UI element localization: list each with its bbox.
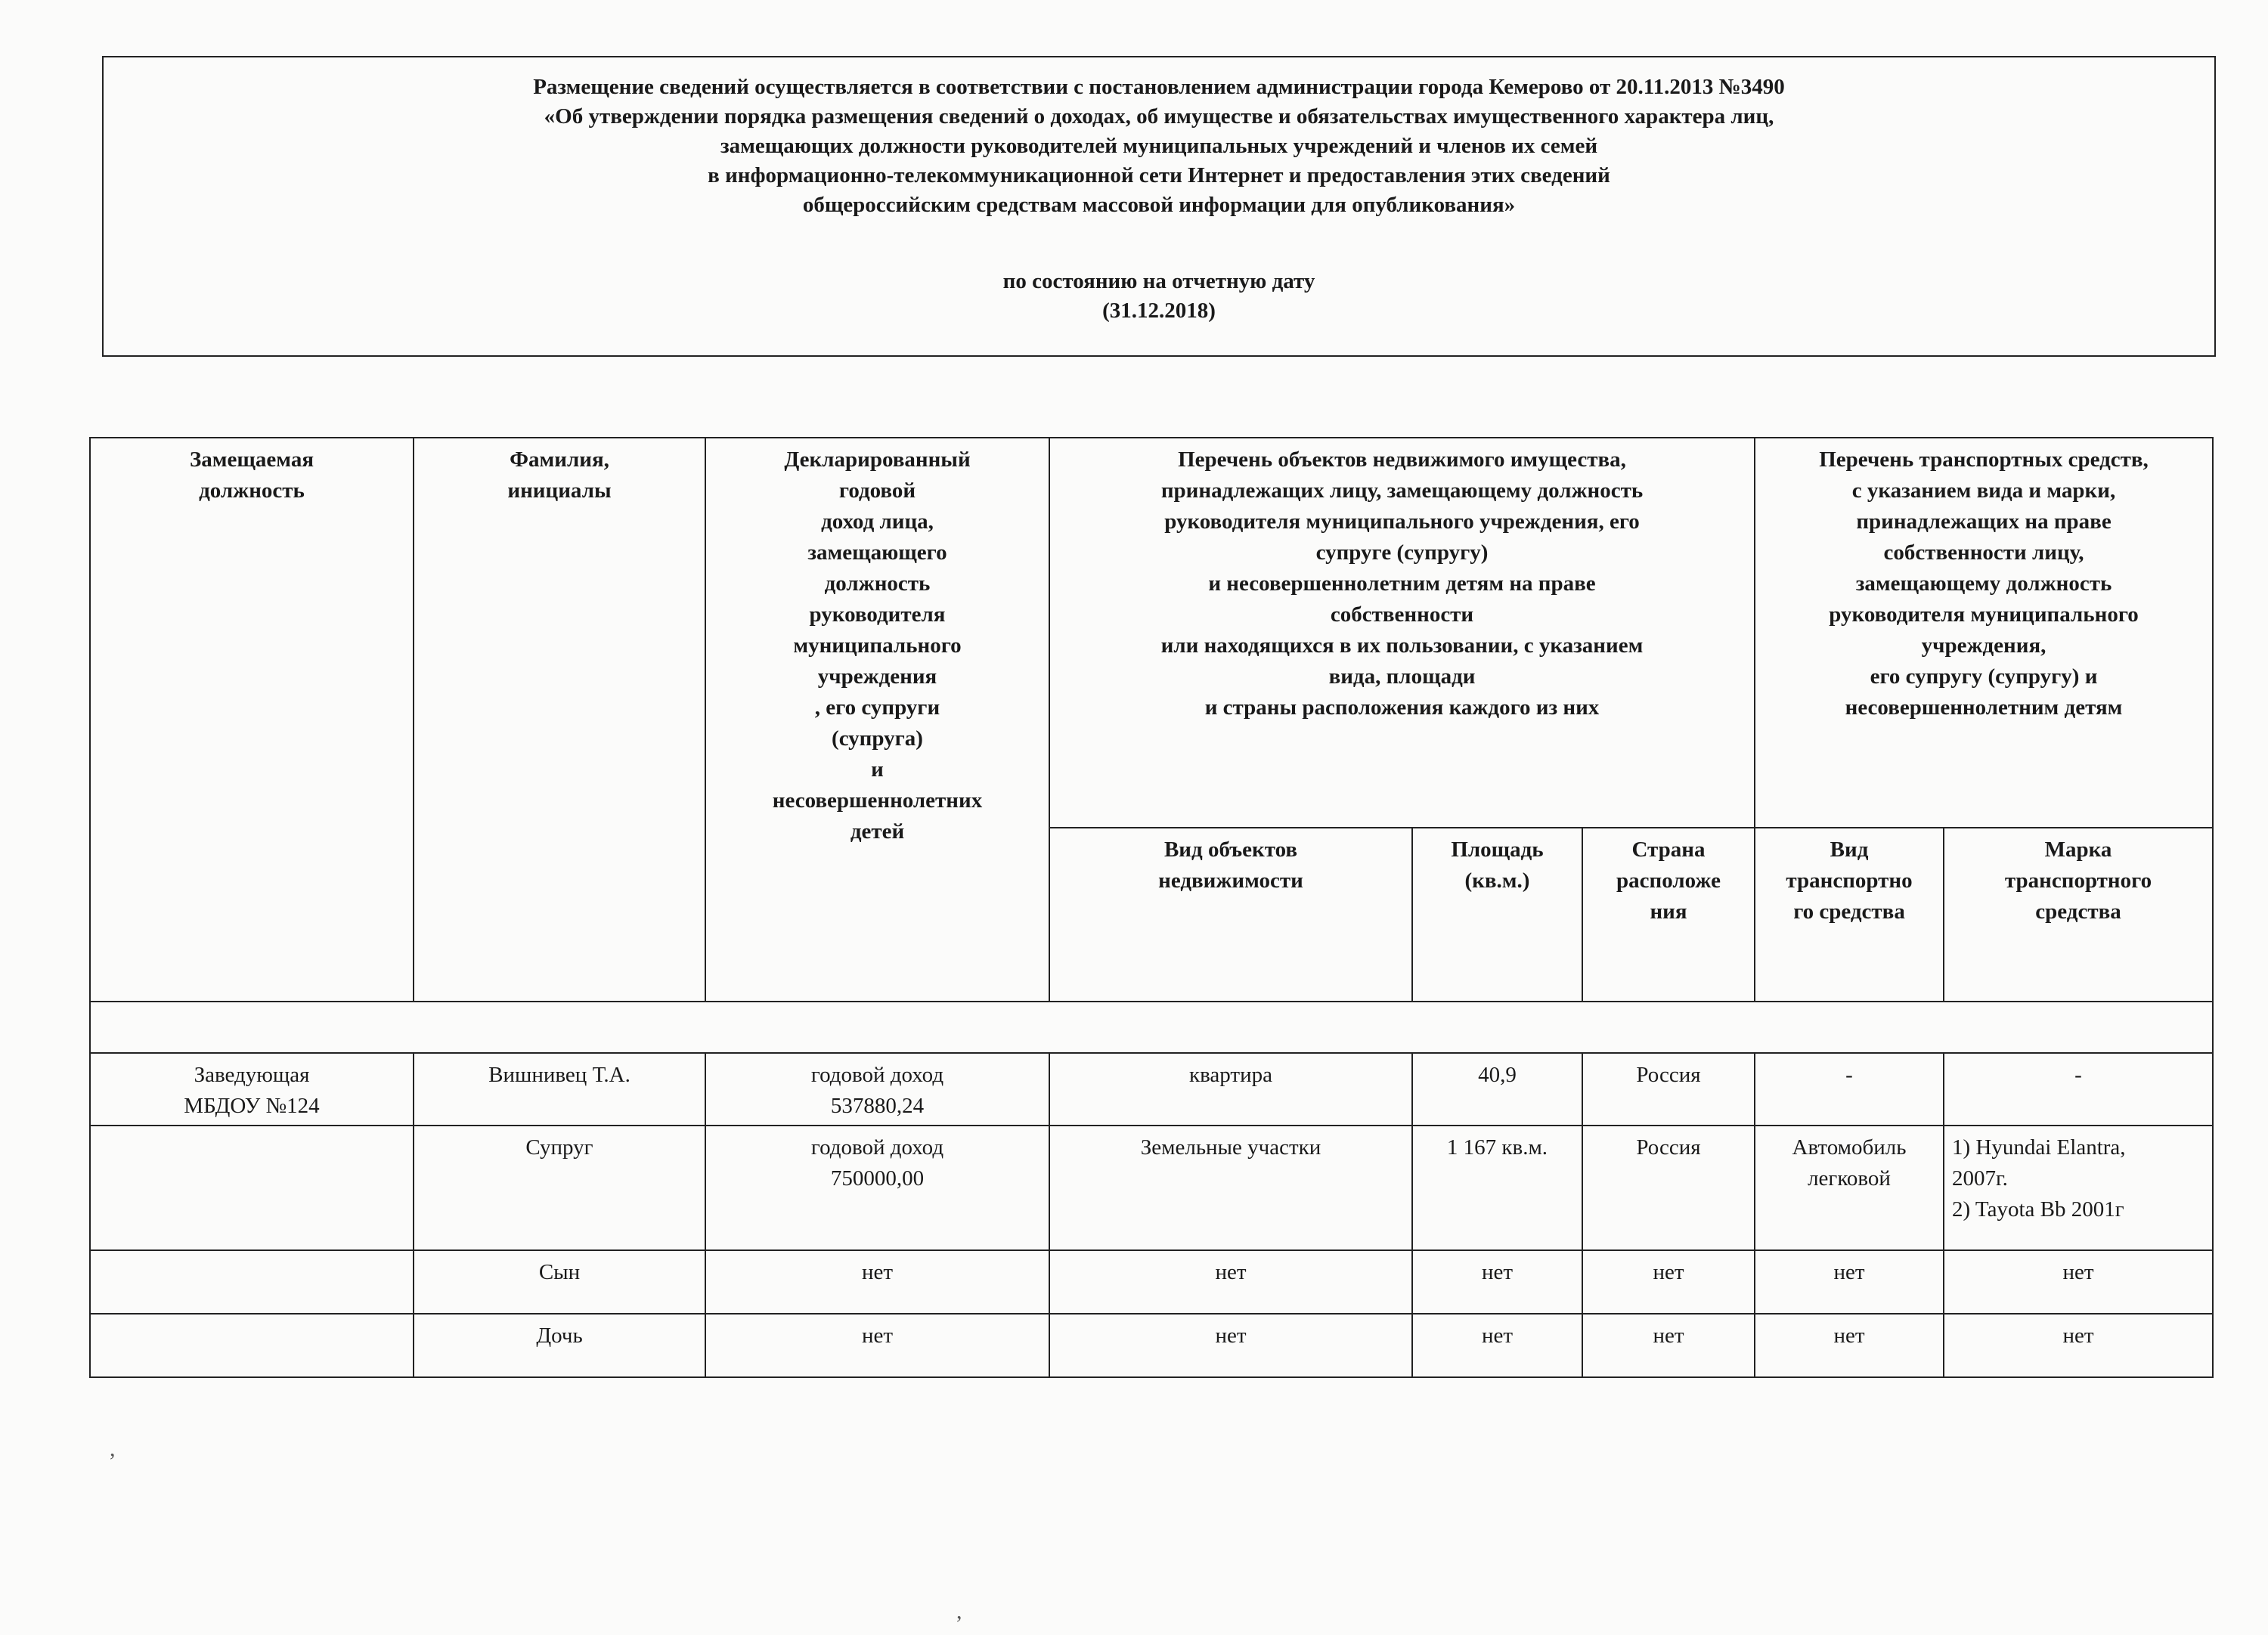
- header-line: Размещение сведений осуществляется в соответствии с постановлением администрации города Кемерово от 20.11.2013 №3490: [533, 75, 1785, 99]
- cell-vehicle-type: нет: [1755, 1250, 1944, 1314]
- table-row: [90, 1314, 2213, 1377]
- table-row: [90, 1250, 2213, 1314]
- spacer-cell: [90, 1002, 2213, 1053]
- cell-country: нет: [1582, 1314, 1755, 1377]
- cell-income: нет: [705, 1314, 1049, 1377]
- header-vehicle-type: Вид транспортно го средства: [1755, 828, 1944, 1002]
- cell-area: нет: [1412, 1314, 1582, 1377]
- cell-vehicle-type: Автомобиль легковой: [1755, 1126, 1944, 1250]
- cell-property-type: квартира: [1049, 1053, 1412, 1126]
- document-header: [102, 56, 2216, 357]
- cell-position: Заведующая МБДОУ №124: [90, 1053, 414, 1126]
- cell-vehicle-type: нет: [1755, 1314, 1944, 1377]
- cell-area: нет: [1412, 1250, 1582, 1314]
- cell-country: нет: [1582, 1250, 1755, 1314]
- header-country: Страна расположе ния: [1582, 828, 1755, 1002]
- report-date-value: (31.12.2018): [1102, 299, 1216, 323]
- cell-property-type: нет: [1049, 1314, 1412, 1377]
- header-gap: [104, 220, 2214, 267]
- header-line: общероссийским средствам массовой информации для опубликования»: [802, 193, 1516, 217]
- cell-area: 40,9: [1412, 1053, 1582, 1126]
- spacer-row: [90, 1002, 2213, 1053]
- header-name: Фамилия, инициалы: [414, 438, 705, 1002]
- header-line: в информационно-телекоммуникационной сети Интернет и предоставления этих сведений: [708, 163, 1610, 187]
- cell-name: Вишнивец Т.А.: [414, 1053, 705, 1126]
- header-line: замещающих должности руководителей муниципальных учреждений и членов их семей: [720, 134, 1598, 158]
- header-position: Замещаемая должность: [90, 438, 414, 1002]
- scan-speck: ,: [956, 1599, 962, 1624]
- cell-vehicle-brand: нет: [1944, 1250, 2213, 1314]
- header-income: Декларированный годовой доход лица, замещающего должность руководителя муниципального учреждения , его супруги (супруга) и несовершеннолетних детей: [705, 438, 1049, 1002]
- table-row: [90, 1053, 2213, 1126]
- header-transport-group: Перечень транспортных средств, с указанием вида и марки, принадлежащих на праве собственности лицу, замещающему должность руководителя муниципального учреждения, его супругу (супругу) и несовершеннолетним детям: [1755, 438, 2213, 828]
- header-property-type: Вид объектов недвижимости: [1049, 828, 1412, 1002]
- report-date-label: по состоянию на отчетную дату: [1002, 269, 1315, 293]
- cell-income: годовой доход 750000,00: [705, 1126, 1049, 1250]
- cell-position: [90, 1126, 414, 1250]
- cell-name: Сын: [414, 1250, 705, 1314]
- cell-name: Дочь: [414, 1314, 705, 1377]
- table-row: [90, 1126, 2213, 1250]
- cell-country: Россия: [1582, 1126, 1755, 1250]
- cell-income: годовой доход 537880,24: [705, 1053, 1049, 1126]
- cell-area: 1 167 кв.м.: [1412, 1126, 1582, 1250]
- declaration-table: [89, 437, 2214, 1378]
- scan-speck: ,: [110, 1436, 116, 1461]
- cell-vehicle-brand: нет: [1944, 1314, 2213, 1377]
- cell-position: [90, 1314, 414, 1377]
- cell-vehicle-brand: -: [1944, 1053, 2213, 1126]
- cell-property-type: нет: [1049, 1250, 1412, 1314]
- cell-property-type: Земельные участки: [1049, 1126, 1412, 1250]
- header-vehicle-brand: Марка транспортного средства: [1944, 828, 2213, 1002]
- header-area: Площадь (кв.м.): [1412, 828, 1582, 1002]
- cell-vehicle-brand: 1) Hyundai Elantra, 2007г. 2) Tayota Bb 2001г: [1944, 1126, 2213, 1250]
- cell-name: Супруг: [414, 1126, 705, 1250]
- header-line: «Об утверждении порядка размещения сведений о доходах, об имуществе и обязательствах имущественного характера лиц,: [544, 104, 1774, 129]
- cell-position: [90, 1250, 414, 1314]
- cell-income: нет: [705, 1250, 1049, 1314]
- cell-vehicle-type: -: [1755, 1053, 1944, 1126]
- header-property-group: Перечень объектов недвижимого имущества, принадлежащих лицу, замещающему должность руководителя муниципального учреждения, его супруге (супругу) и несовершеннолетним детям на праве собственности или находящихся в их пользовании, с указанием вида, площади и страны расположения каждого из них: [1049, 438, 1755, 828]
- cell-country: Россия: [1582, 1053, 1755, 1126]
